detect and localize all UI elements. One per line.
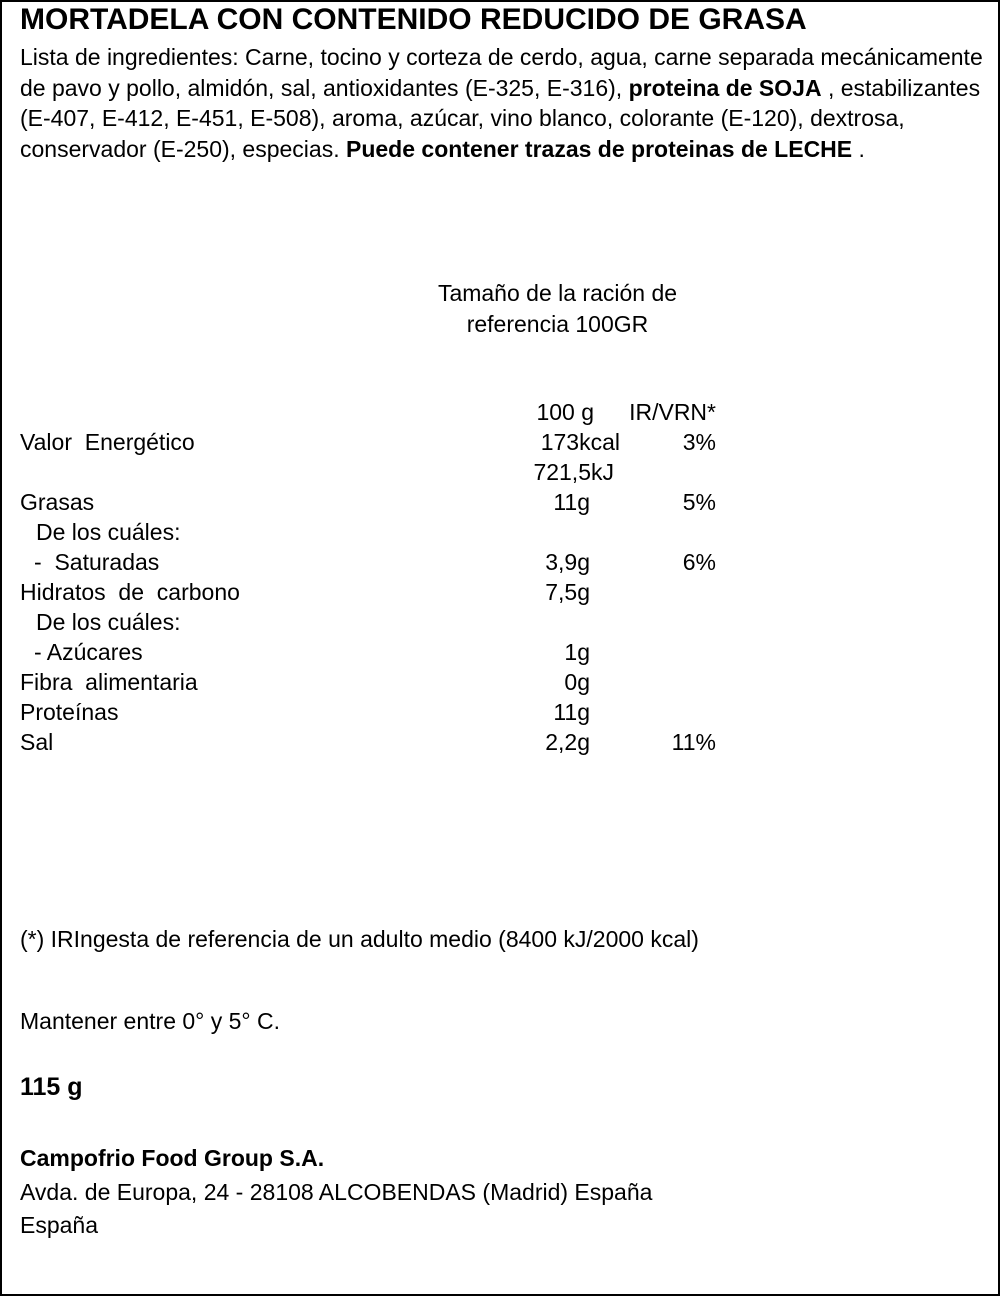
nutrient-amount: 11g [553,699,590,725]
allergen-soja: proteina de SOJA [628,74,822,101]
nutrient-amount: 7,5g [545,579,590,605]
nutrition-row-fiber [0,667,1000,697]
nutrient-label: De los cuáles: [36,519,181,545]
column-header-amount: 100 g [536,399,594,425]
nutrition-row-saturated [0,547,1000,577]
nutrient-amount: 1g [564,639,590,665]
nutrition-row-salt [0,727,1000,757]
nutrient-pct: 11% [671,729,716,755]
nutrition-row-of-which [0,517,1000,547]
serving-size [380,278,735,340]
nutrient-amount: 3,9g [545,549,590,575]
nutrient-label: Grasas [20,489,95,515]
nutrition-row-sugars [0,637,1000,667]
trace-warning: Puede contener trazas de proteinas de LECHE [346,135,853,162]
nutrient-label: Hidratos de carbono [20,579,240,605]
company-name: Campofrio Food Group S.A. [20,1145,325,1171]
nutrition-row-energy-kj [0,457,1000,487]
serving-line-1: Tamaño de la ración de [437,280,678,306]
ingredients-text-2: , estabilizantes (E-407, E-412, E-451, E-508), aroma, azúcar, vino blanco, colorante (E-120), dextrosa, conservador (E-250), especias. [20,74,981,162]
nutrition-row-energy [0,427,1000,457]
serving-line-2: referencia 100GR [466,311,649,337]
ingredients-list [20,42,990,164]
nutrition-row-fat [0,487,1000,517]
nutrient-label: Valor Energético [20,429,195,455]
nutrient-pct: 6% [682,549,716,575]
nutrition-row-of-which [0,607,1000,637]
column-header-pct: IR/VRN* [629,399,716,425]
company-country: España [20,1212,99,1238]
nutrient-pct: 3% [682,429,716,455]
ingredients-end: . [852,135,865,162]
nutrient-label: De los cuáles: [36,609,181,635]
nutrient-amount: 11g [553,489,590,515]
reference-intake-footnote: (*) IRIngesta de referencia de un adulto medio (8400 kJ/2000 kcal) [20,926,699,952]
nutrient-amount: 721,5kJ [533,459,614,485]
nutrient-amount: 173kcal [540,429,620,455]
product-title: MORTADELA CON CONTENIDO REDUCIDO DE GRASA [20,3,807,36]
nutrient-label: Proteínas [20,699,119,725]
nutrient-label: Fibra alimentaria [20,669,198,695]
nutrition-row-carbs [0,577,1000,607]
company-address: Avda. de Europa, 24 - 28108 ALCOBENDAS (Madrid) España [20,1179,653,1205]
nutrient-amount: 2,2g [545,729,590,755]
nutrient-pct: 5% [682,489,716,515]
ingredients-text-1: Lista de ingredientes: Carne, tocino y corteza de cerdo, agua, carne separada mecánicamente de pavo y pollo, almidón, sal, antioxidantes (E-325, E-316), [20,44,983,101]
storage-instructions: Mantener entre 0° y 5° C. [20,1008,281,1034]
nutrient-label: - Saturadas [34,549,160,575]
nutrient-amount: 0g [564,669,590,695]
nutrient-label: - Azúcares [34,639,143,665]
nutrient-label: Sal [20,729,54,755]
net-weight: 115 g [20,1073,83,1101]
nutrition-row-protein [0,697,1000,727]
